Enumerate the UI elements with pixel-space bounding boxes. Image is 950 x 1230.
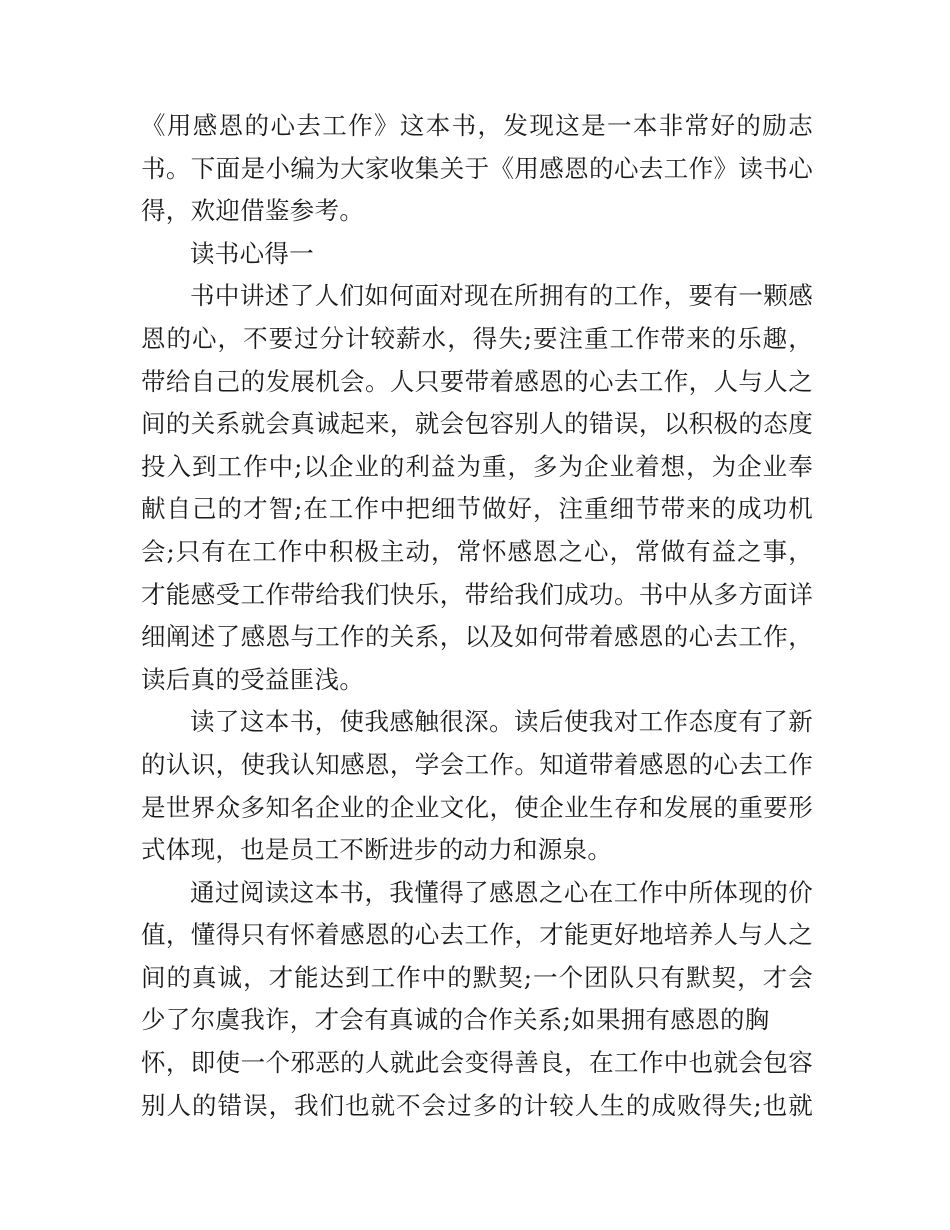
text-line: 细阐述了感恩与工作的关系，以及如何带着感恩的心去工作， [141, 622, 813, 652]
text-line: 式体现，也是员工不断进步的动力和源泉。 [141, 835, 613, 865]
text-line: 间的真诚，才能达到工作中的默契;一个团队只有默契，才会 [141, 962, 813, 992]
text-line: 的认识，使我认知感恩，学会工作。知道带着感恩的心去工作 [141, 749, 813, 779]
text-line: 间的关系就会真诚起来，就会包容别人的错误，以积极的态度 [141, 409, 813, 439]
text-line: 带给自己的发展机会。人只要带着感恩的心去工作，人与人之 [141, 366, 813, 396]
text-line: 献自己的才智;在工作中把细节做好，注重细节带来的成功机 [141, 494, 813, 524]
text-line: 读后真的受益匪浅。 [141, 664, 365, 694]
text-line: 会;只有在工作中积极主动，常怀感恩之心，常做有益之事， [141, 536, 813, 566]
text-line: 书。下面是小编为大家收集关于《用感恩的心去工作》读书心 [141, 153, 813, 183]
text-line: 通过阅读这本书，我懂得了感恩之心在工作中所体现的价 [190, 877, 813, 907]
text-line: 别人的错误，我们也就不会过多的计较人生的成败得失;也就 [141, 1090, 813, 1120]
document-body [141, 105, 813, 1127]
text-line: 值，懂得只有怀着感恩的心去工作，才能更好地培养人与人之 [141, 920, 813, 950]
text-line: 是世界众多知名企业的企业文化，使企业生存和发展的重要形 [141, 792, 813, 822]
text-line: 投入到工作中;以企业的利益为重，多为企业着想，为企业奉 [141, 451, 813, 481]
text-line: 得，欢迎借鉴参考。 [141, 196, 365, 226]
text-line: 读了这本书，使我感触很深。读后使我对工作态度有了新 [190, 707, 813, 737]
text-line: 才能感受工作带给我们快乐，带给我们成功。书中从多方面详 [141, 579, 813, 609]
section-heading: 读书心得一 [190, 238, 314, 268]
text-line: 少了尔虞我诈，才会有真诚的合作关系;如果拥有感恩的胸 [141, 1005, 770, 1035]
text-line: 《用感恩的心去工作》这本书，发现这是一本非常好的励志 [141, 111, 813, 140]
text-line: 恩的心，不要过分计较薪水，得失;要注重工作带来的乐趣， [141, 323, 813, 353]
text-line: 书中讲述了人们如何面对现在所拥有的工作，要有一颗感 [190, 281, 813, 311]
text-line: 怀，即使一个邪恶的人就此会变得善良，在工作中也就会包容 [141, 1048, 813, 1078]
